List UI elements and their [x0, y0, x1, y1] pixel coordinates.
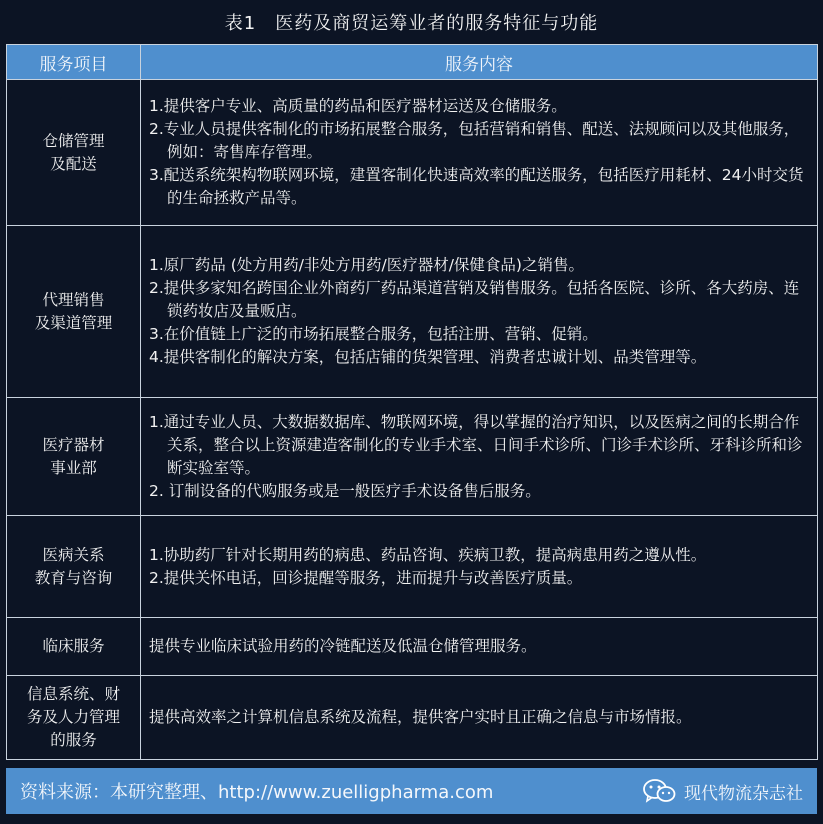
- list-item: 2.专业人员提供客制化的市场拓展整合服务，包括营销和销售、配送、法规顾问以及其他服务，例如：寄售库存管理。: [149, 120, 800, 161]
- list-item: 4.提供客制化的解决方案，包括店铺的货架管理、消费者忠诚计划、品类管理等。: [149, 348, 707, 366]
- category-line: 务及人力管理: [26, 708, 120, 726]
- category-line: 信息系统、财: [26, 685, 120, 703]
- category-line: 的服务: [50, 731, 97, 749]
- category-line: 代理销售: [42, 290, 105, 309]
- brand-label: [642, 778, 803, 804]
- row-content: [141, 80, 818, 226]
- list-item: 提供高效率之计算机信息系统及流程，提供客户实时且正确之信息与市场情报。: [149, 708, 692, 726]
- list-item: 2.提供多家知名跨国企业外商药厂药品渠道营销及销售服务。包括各医院、诊所、各大药房、连锁药妆店及量贩店。: [149, 279, 800, 320]
- list-item: 1.原厂药品 (处方用药/非处方用药/医疗器材/保健食品)之销售。: [149, 256, 584, 274]
- category-line: 教育与咨询: [34, 568, 113, 587]
- wechat-icon: [642, 778, 676, 804]
- row-content: [141, 618, 818, 676]
- source-text: 资料来源：本研究整理、http://www.zuelligpharma.com: [20, 782, 494, 803]
- list-item: 2. 订制设备的代购服务或是一般医疗手术设备售后服务。: [149, 481, 541, 500]
- category-line: 临床服务: [42, 637, 105, 655]
- header-service-content: 服务内容: [141, 45, 818, 80]
- service-table: [6, 44, 818, 760]
- list-item: 1.协助药厂针对长期用药的病患、药品咨询、疾病卫教，提高病患用药之遵从性。: [149, 545, 707, 564]
- table-row: [7, 80, 818, 226]
- table-row: [7, 226, 818, 398]
- row-category: [7, 398, 141, 516]
- list-item: 1.通过专业人员、大数据数据库、物联网环境，得以掌握的治疗知识，以及医病之间的长期合作关系，整合以上资源建造客制化的专业手术室、日间手术诊所、门诊手术诊所、牙科诊所和诊断实验室等。: [149, 412, 803, 477]
- row-category: [7, 516, 141, 618]
- row-category: [7, 618, 141, 676]
- table-title: 表1 医药及商贸运筹业者的服务特征与功能: [224, 13, 599, 34]
- table-header-row: [7, 45, 818, 80]
- table-row: [7, 398, 818, 516]
- row-content: [141, 676, 818, 760]
- category-line: 医病关系: [42, 545, 105, 564]
- category-line: 仓储管理: [42, 131, 105, 150]
- table-row: [7, 618, 818, 676]
- list-item: 3.配送系统架构物联网环境，建置客制化快速高效率的配送服务，包括医疗用耗材、24小时交货的生命拯救产品等。: [149, 166, 804, 207]
- row-category: [7, 676, 141, 760]
- table-row: [7, 676, 818, 760]
- category-line: 医疗器材: [42, 435, 105, 454]
- category-line: 及配送: [50, 154, 97, 173]
- list-item: 提供专业临床试验用药的冷链配送及低温仓储管理服务。: [149, 637, 537, 655]
- row-content: [141, 516, 818, 618]
- list-item: 1.提供客户专业、高质量的药品和医疗器材运送及仓储服务。: [149, 97, 567, 115]
- row-category: [7, 226, 141, 398]
- list-item: 3.在价值链上广泛的市场拓展整合服务，包括注册、营销、促销。: [149, 325, 598, 343]
- category-line: 及渠道管理: [34, 313, 113, 332]
- row-category: [7, 80, 141, 226]
- category-line: 事业部: [50, 458, 97, 477]
- source-footer: [6, 768, 817, 814]
- row-content: [141, 398, 818, 516]
- row-content: [141, 226, 818, 398]
- table-row: [7, 516, 818, 618]
- list-item: 2.提供关怀电话，回诊提醒等服务，进而提升与改善医疗质量。: [149, 568, 583, 587]
- header-service-item: 服务项目: [7, 45, 141, 80]
- brand-name: 现代物流杂志社: [684, 783, 803, 804]
